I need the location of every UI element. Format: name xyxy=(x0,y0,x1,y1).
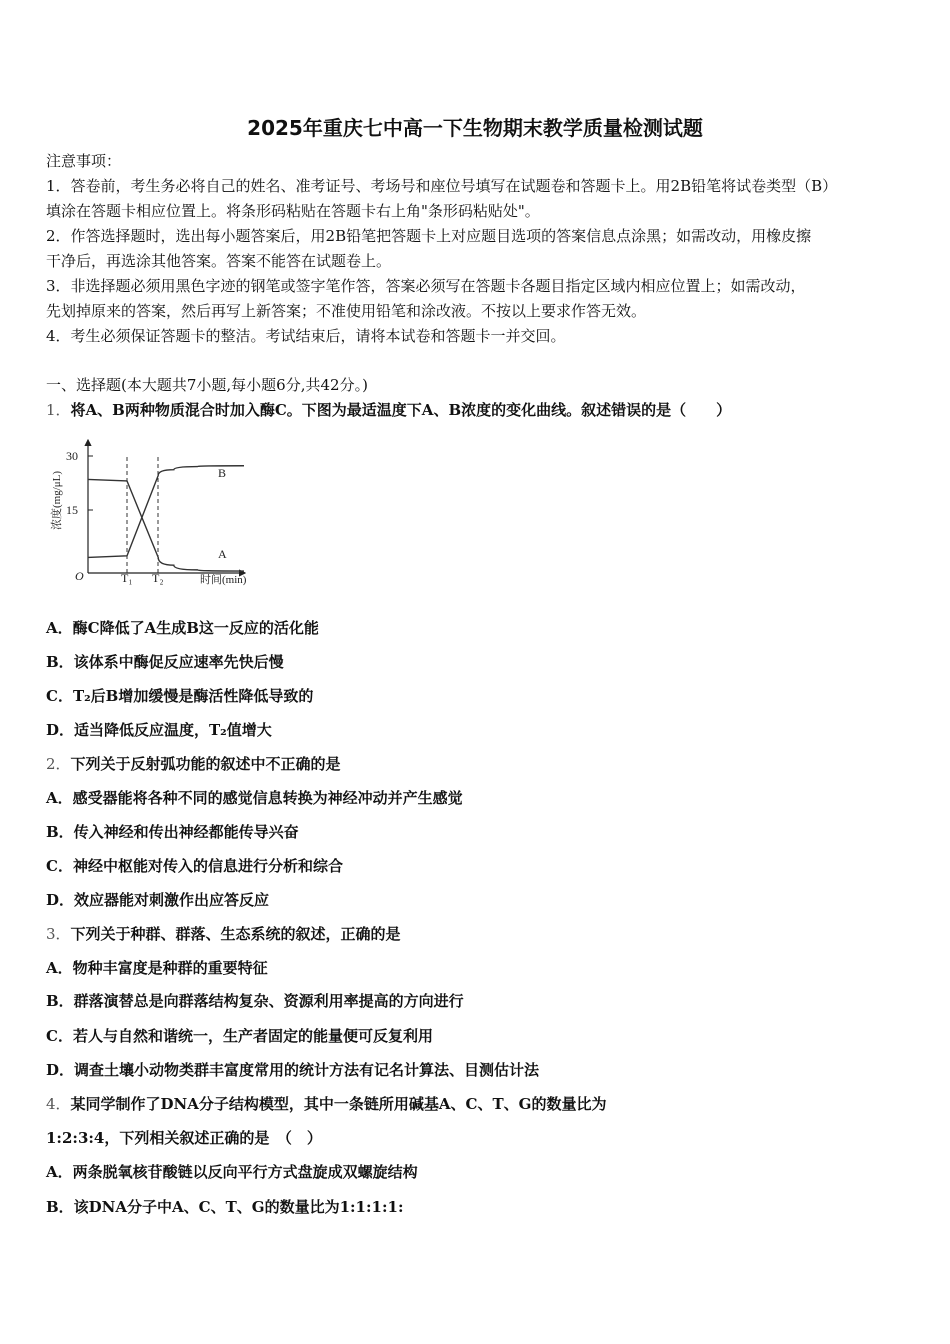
question-stem: 下列关于反射弧功能的叙述中不正确的是 xyxy=(70,755,341,773)
question-4 xyxy=(46,1094,606,1114)
concentration-chart xyxy=(40,430,280,590)
question-1 xyxy=(46,400,731,420)
note-line: 填涂在答题卡相应位置上。将条形码粘贴在答题卡右上角"条形码粘贴处"。 xyxy=(46,202,540,220)
question-number: 4． xyxy=(46,1095,71,1113)
q3-option-a: A．物种丰富度是种群的重要特征 xyxy=(46,959,268,977)
q4-option-b: B．该DNA分子中A、C、T、G的数量比为1:1:1:1: xyxy=(46,1198,404,1216)
note-line: 4．考生必须保证答题卡的整洁。考试结束后，请将本试卷和答题卡一并交回。 xyxy=(46,327,566,345)
xtick-t2: T₂ xyxy=(152,571,164,585)
origin-label: O xyxy=(75,569,84,583)
note-line: 先划掉原来的答案，然后再写上新答案；不准使用铅笔和涂改液。不按以上要求作答无效。 xyxy=(46,302,647,320)
question-4-stem-continued: 1:2:3:4，下列相关叙述正确的是 （ ） xyxy=(46,1129,322,1147)
q1-option-d: D．适当降低反应温度，T₂值增大 xyxy=(46,721,272,739)
q4-option-a: A．两条脱氧核苷酸链以反向平行方式盘旋成双螺旋结构 xyxy=(46,1163,418,1181)
question-stem: 某同学制作了DNA分子结构模型，其中一条链所用碱基A、C、T、G的数量比为 xyxy=(70,1095,607,1113)
q2-option-b: B．传入神经和传出神经都能传导兴奋 xyxy=(46,823,299,841)
q1-option-b: B．该体系中酶促反应速率先快后慢 xyxy=(46,653,284,671)
series-b-label: B xyxy=(218,466,227,480)
q3-option-b: B．群落演替总是向群落结构复杂、资源利用率提高的方向进行 xyxy=(46,992,464,1010)
note-line: 1．答卷前，考生务必将自己的姓名、准考证号、考场号和座位号填写在试题卷和答题卡上。用2B铅笔将试卷类型（B） xyxy=(46,177,838,195)
q2-option-d: D．效应器能对刺激作出应答反应 xyxy=(46,891,270,909)
note-line: 2．作答选择题时，选出每小题答案后，用2B铅笔把答题卡上对应题目选项的答案信息点涂黑；如需改动，用橡皮擦 xyxy=(46,227,812,245)
ytick-15: 15 xyxy=(66,503,78,517)
note-line: 干净后，再选涂其他答案。答案不能答在试题卷上。 xyxy=(46,252,392,270)
q3-option-d: D．调查土壤小动物类群丰富度常用的统计方法有记名计算法、目测估计法 xyxy=(46,1061,540,1079)
series-a-label: A xyxy=(218,547,227,561)
q2-option-a: A．感受器能将各种不同的感觉信息转换为神经冲动并产生感觉 xyxy=(46,789,463,807)
note-line: 3．非选择题必须用黑色字迹的钢笔或签字笔作答，答案必须写在答题卡各题目指定区域内相应位置上；如需改动， xyxy=(46,277,806,295)
page-title: 2025年重庆七中高一下生物期末教学质量检测试题 xyxy=(247,116,703,140)
question-number: 1． xyxy=(46,401,71,419)
q1-option-c: C．T₂后B增加缓慢是酶活性降低导致的 xyxy=(46,687,314,705)
xtick-t1: T₁ xyxy=(121,571,133,585)
question-stem: 将A、B两种物质混合时加入酶C。下图为最适温度下A、B浓度的变化曲线。叙述错误的是（ ） xyxy=(70,401,732,419)
q2-option-c: C．神经中枢能对传入的信息进行分析和综合 xyxy=(46,857,343,875)
q3-option-c: C．若人与自然和谐统一，生产者固定的能量便可反复利用 xyxy=(46,1027,433,1045)
q1-option-a: A．酶C降低了A生成B这一反应的活化能 xyxy=(46,619,319,637)
question-3 xyxy=(46,924,401,944)
section-heading: 一、选择题(本大题共7小题,每小题6分,共42分。) xyxy=(46,376,368,394)
ytick-30: 30 xyxy=(66,449,78,463)
question-number: 3． xyxy=(46,925,71,943)
y-axis-label: 浓度(mg/μL) xyxy=(51,470,63,530)
notes-heading: 注意事项： xyxy=(46,152,122,170)
question-stem: 下列关于种群、群落、生态系统的叙述，正确的是 xyxy=(70,925,401,943)
question-number: 2． xyxy=(46,755,71,773)
question-2 xyxy=(46,754,341,774)
x-axis-label: 时间(min) xyxy=(200,574,247,586)
